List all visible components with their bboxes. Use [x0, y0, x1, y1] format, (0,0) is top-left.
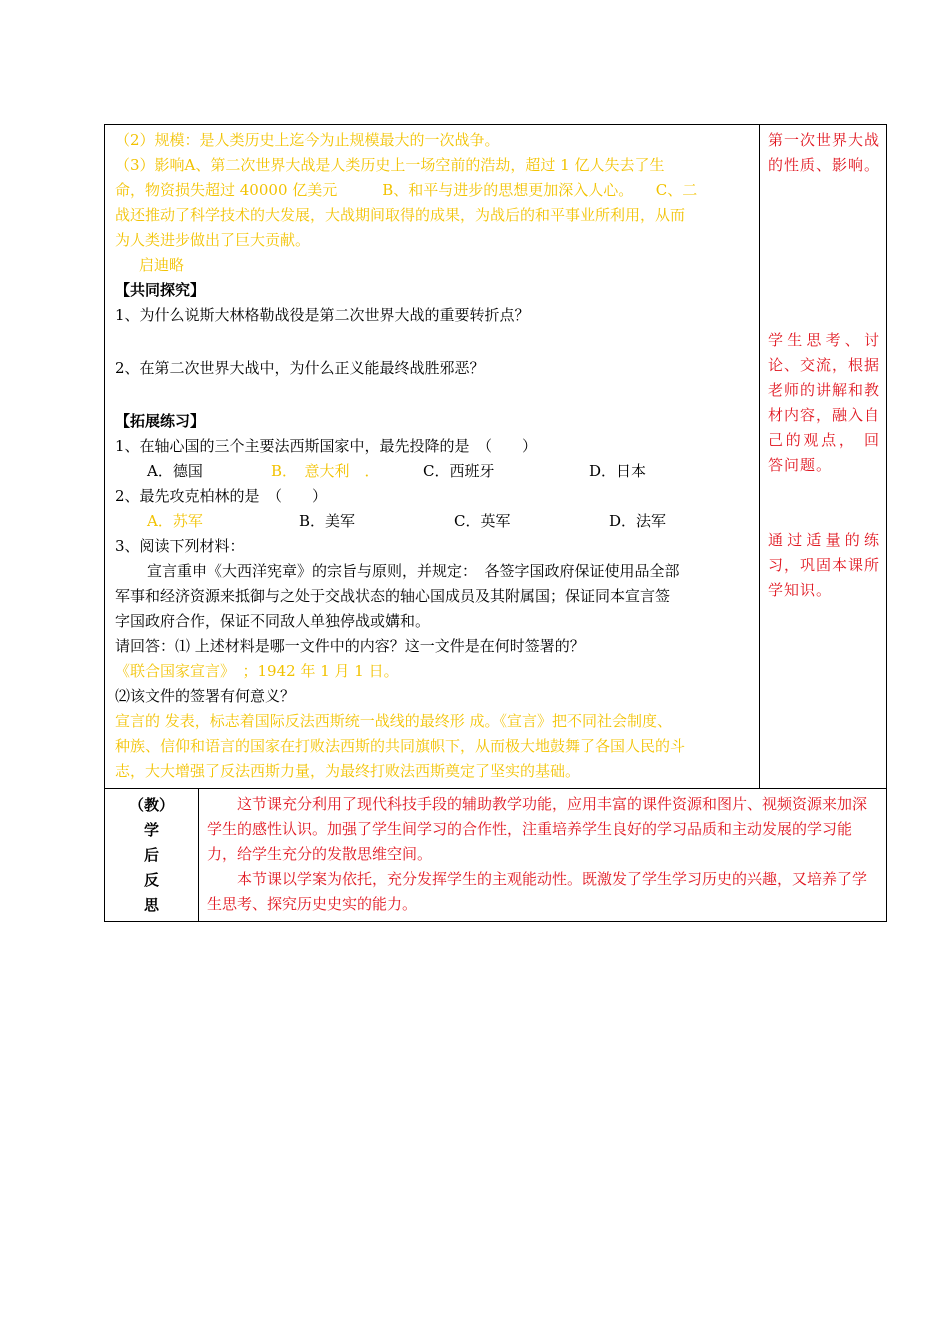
reflection-paragraph-2: 本节课以学案为依托，充分发挥学生的主观能动性。既激发了学生学习历史的兴趣，又培养了学生思考、探究历史史实的能力。: [207, 870, 868, 913]
answer-space: [115, 381, 753, 409]
impact-line-2: 命，物资损失超过 40000 亿美元 B、和平与进步的思想更加深入人心。 C、二: [115, 181, 698, 199]
explore-question-2: 2、在第二次世界大战中，为什么正义能最终战胜邪恶？: [115, 359, 485, 377]
ask-2: ⑵该文件的签署有何意义？: [115, 687, 296, 705]
material-line-3: 字国政府合作，保证不同敌人单独停战或媾和。: [115, 612, 431, 630]
option-d: D．法军: [609, 512, 667, 530]
practice-question-1: 1、在轴心国的三个主要法西斯国家中，最先投降的是 （ ）: [115, 437, 538, 455]
answer-2-line-3: 志，大大增强了反法西斯力量，为最终打败法西斯奠定了坚实的基础。: [115, 762, 581, 780]
content-row: [105, 125, 887, 789]
side-note-3: 通过适量的练习，巩固本课所学知识。: [768, 531, 881, 599]
side-note-1: 第一次世界大战的性质、影响。: [768, 131, 881, 174]
reflection-row: [105, 789, 887, 922]
impact-line-3: 战还推动了科学技术的大发展，大战期间取得的成果，为战后的和平事业所利用，从而: [115, 206, 686, 224]
material-line-2: 军事和经济资源来抵御与之处于交战状态的轴心国成员及其附属国；保证同本宣言签: [115, 587, 671, 605]
side-notes-cell: [760, 125, 887, 789]
explore-heading: 【共同探究】: [115, 281, 206, 299]
side-note-2: 学生思考、讨论、交流，根据老师的讲解和教材内容，融入自己的观点， 回答问题。: [768, 331, 881, 474]
option-a-answer: A．苏军: [147, 512, 203, 530]
option-b: B．美军: [299, 512, 356, 530]
reflection-text: [199, 789, 887, 922]
option-d: D．日本: [589, 462, 647, 480]
answer-1: 《联合国家宣言》 ；1942 年 1 月 1 日。: [115, 662, 399, 680]
practice-heading: 【拓展练习】: [115, 412, 206, 430]
answer-2-line-1: 宣言的 发表，标志着国际反法西斯统一战线的最终形 成。《宣言》把不同社会制度、: [115, 712, 673, 730]
omitted-note: 启迪略: [139, 256, 185, 274]
explore-question-1: 1、为什么说斯大林格勒战役是第二次世界大战的重要转折点？: [115, 306, 530, 324]
practice-question-3: 3、阅读下列材料：: [115, 537, 245, 555]
option-a: A．德国: [147, 462, 203, 480]
option-c: C．英军: [454, 512, 511, 530]
practice-question-2: 2、最先攻克柏林的是 （ ）: [115, 487, 328, 505]
main-content-cell: [105, 125, 760, 789]
option-c: C．西班牙: [423, 462, 495, 480]
material-line-1: 宣言重申《大西洋宪章》的宗旨与原则，并规定： 各签字国政府保证使用品全部: [147, 562, 680, 580]
ask-1: 请回答：⑴ 上述材料是哪一文件中的内容？这一文件是在何时签署的？: [115, 637, 585, 655]
reflection-paragraph-1: 这节课充分利用了现代科技手段的辅助教学功能，应用丰富的课件资源和图片、视频资源来加深学生的感性认识。加强了学生间学习的合作性，注重培养学生良好的学习品质和主动发展的学习能力，给学生充分的发散思维空间。: [207, 795, 868, 863]
impact-line-4: 为人类进步做出了巨大贡献。: [115, 231, 311, 249]
option-b-answer: B． 意大利 ．: [271, 462, 380, 480]
practice-options-2: [115, 509, 753, 534]
scale-line: （2）规模：是人类历史上迄今为止规模最大的一次战争。: [115, 131, 500, 149]
lesson-table: [104, 124, 887, 922]
answer-2-line-2: 种族、信仰和语言的国家在打败法西斯的共同旗帜下，从而极大地鼓舞了各国人民的斗: [115, 737, 686, 755]
impact-line-1: （3）影响A、第二次世界大战是人类历史上一场空前的浩劫，超过 1 亿人失去了生: [115, 156, 665, 174]
practice-options-1: [115, 459, 753, 484]
reflection-label: （教） 学 后 反 思: [105, 789, 199, 922]
answer-space: [115, 328, 753, 356]
